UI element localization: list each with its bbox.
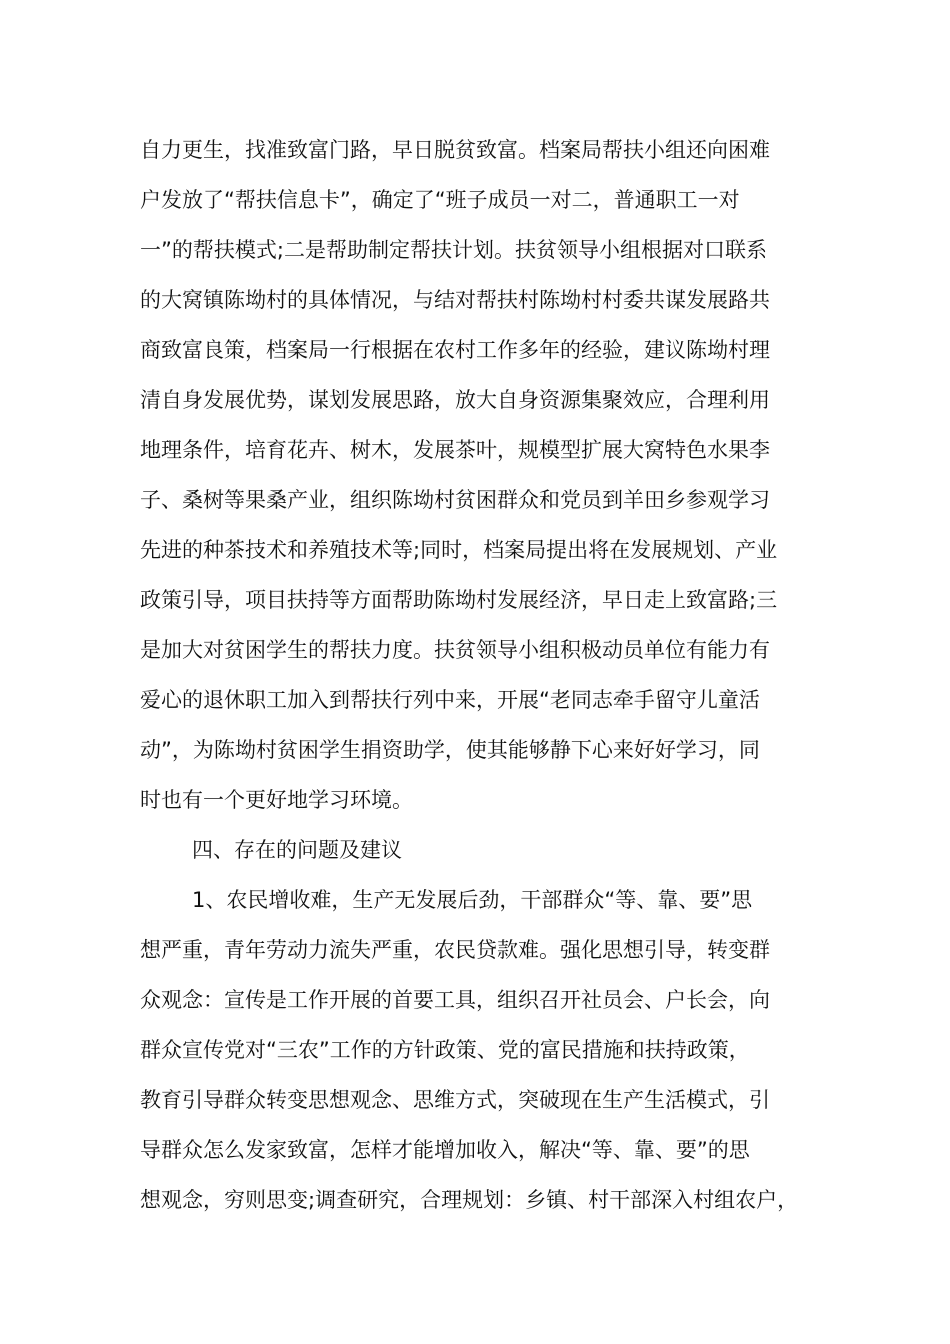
section-heading: 四、存在的问题及建议 xyxy=(192,838,402,862)
paragraph-2-line-6: 导群众怎么发家致富，怎样才能增加收入，解决“等、靠、要”的思 xyxy=(140,1138,750,1162)
paragraph-1-line-7: 地理条件，培育花卉、树木，发展茶叶，规模型扩展大窝特色水果李 xyxy=(140,438,770,462)
paragraph-1-line-1: 自力更生，找准致富门路，早日脱贫致富。档案局帮扶小组还向困难 xyxy=(140,138,770,162)
paragraph-1-line-6: 清自身发展优势，谋划发展思路，放大自身资源集聚效应，合理利用 xyxy=(140,388,770,412)
paragraph-1-line-5: 商致富良策，档案局一行根据在农村工作多年的经验，建议陈坳村理 xyxy=(140,338,770,362)
paragraph-1-line-13: 动”，为陈坳村贫困学生捐资助学，使其能够静下心来好好学习，同 xyxy=(140,738,760,762)
paragraph-1-line-10: 政策引导，项目扶持等方面帮助陈坳村发展经济，早日走上致富路;三 xyxy=(140,588,778,612)
paragraph-2-line-7: 想观念，穷则思变;调查研究，合理规划：乡镇、村干部深入村组农户， xyxy=(140,1188,799,1212)
paragraph-1-line-12: 爱心的退休职工加入到帮扶行列中来，开展“老同志牵手留守儿童活 xyxy=(140,688,760,712)
paragraph-1-line-4: 的大窝镇陈坳村的具体情况，与结对帮扶村陈坳村村委共谋发展路共 xyxy=(140,288,770,312)
paragraph-2-line-4: 群众宣传党对“三农”工作的方针政策、党的富民措施和扶持政策， xyxy=(140,1038,750,1062)
paragraph-1-line-2: 户发放了“帮扶信息卡”，确定了“班子成员一对二，普通职工一对 xyxy=(140,188,740,212)
paragraph-1-line-9: 先进的种茶技术和养殖技术等;同时，档案局提出将在发展规划、产业 xyxy=(140,538,778,562)
paragraph-2-line-3: 众观念：宣传是工作开展的首要工具，组织召开社员会、户长会，向 xyxy=(140,988,770,1012)
paragraph-1-line-8: 子、桑树等果桑产业，组织陈坳村贫困群众和党员到羊田乡参观学习 xyxy=(140,488,770,512)
paragraph-1-line-14: 时也有一个更好地学习环境。 xyxy=(140,788,413,812)
paragraph-2-line-5: 教育引导群众转变思想观念、思维方式，突破现在生产生活模式，引 xyxy=(140,1088,770,1112)
paragraph-1-line-3: 一”的帮扶模式;二是帮助制定帮扶计划。扶贫领导小组根据对口联系 xyxy=(140,238,767,262)
paragraph-2-line-1: 1、农民增收难，生产无发展后劲，干部群众“等、靠、要”思 xyxy=(192,888,753,912)
paragraph-2-line-2: 想严重，青年劳动力流失严重，农民贷款难。强化思想引导，转变群 xyxy=(140,938,770,962)
paragraph-1-line-11: 是加大对贫困学生的帮扶力度。扶贫领导小组积极动员单位有能力有 xyxy=(140,638,770,662)
